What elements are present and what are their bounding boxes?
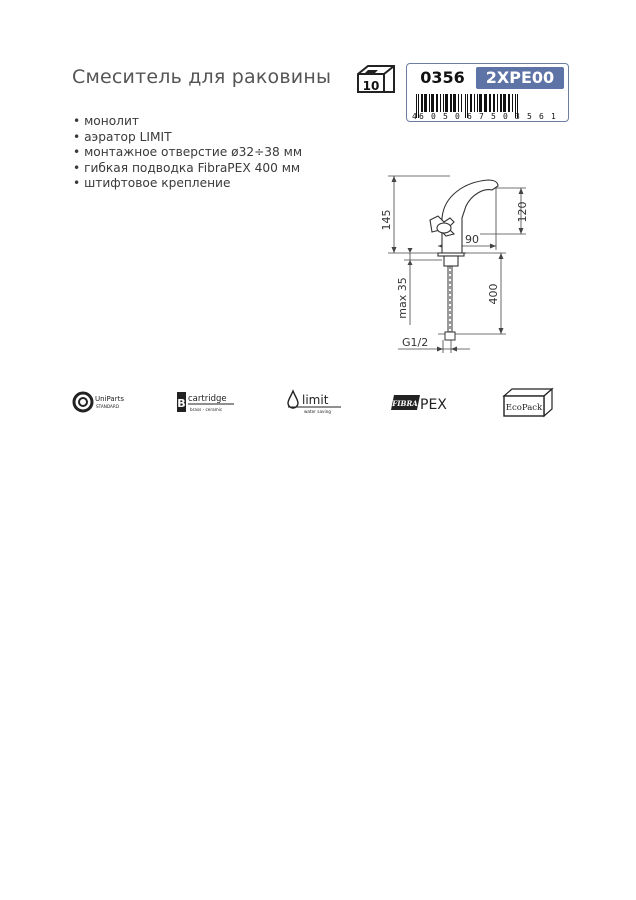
barcode-digit: 6 (539, 112, 544, 120)
barcode-bar (461, 94, 462, 112)
barcode-bar (477, 94, 478, 112)
barcode-digit: 6 (467, 112, 472, 120)
feature-item: • монолит (73, 114, 302, 130)
dim-thread: G1/2 (402, 336, 429, 349)
barcode-bar (489, 94, 491, 112)
article-code-box (406, 63, 569, 122)
package-box-icon (354, 62, 398, 96)
fibra-suffix: PEX (420, 397, 447, 413)
package-count: 10 (362, 79, 380, 93)
feature-item: • гибкая подводка FibraPEX 400 мм (73, 161, 302, 177)
limit-sub: water saving (304, 409, 331, 414)
barcode-digit: 5 (491, 112, 496, 120)
barcode-digit: 3 (515, 112, 520, 120)
barcode-bar (424, 94, 427, 112)
barcode-digit: 0 (431, 112, 436, 120)
barcode-bar (450, 94, 452, 112)
dim-height-spout: 120 (516, 201, 529, 223)
feature-item: • аэратор LIMIT (73, 130, 302, 146)
dim-hose-length: 400 (487, 283, 500, 305)
barcode-bar (443, 94, 444, 112)
barcode-digit: 0 (503, 112, 508, 120)
barcode-bar (500, 94, 502, 112)
barcode-bar (512, 94, 513, 112)
ecopack-name: EcoPack (505, 403, 543, 413)
barcode-digit: 1 (551, 112, 556, 120)
article-code-suffix: 2XPE00 (476, 67, 564, 89)
barcode-bar (436, 94, 438, 112)
fibrapex-logo (390, 386, 454, 418)
article-code-prefix: 0356 (420, 68, 465, 87)
barcode-bar (465, 94, 466, 118)
barcode-bar (497, 94, 498, 112)
ecopack-logo (502, 386, 554, 418)
cartridge-name: cartridge (188, 394, 227, 404)
dim-max-thickness: max 35 (396, 277, 409, 319)
barcode-bar (493, 94, 495, 112)
fibra-prefix: FIBRA (392, 399, 418, 408)
barcode-digit: 7 (479, 112, 484, 120)
product-title: Смеситель для раковины (72, 66, 332, 88)
barcode-digit: 5 (527, 112, 532, 120)
feature-logos (0, 386, 636, 420)
barcode-bar (421, 94, 423, 112)
limit-name: limit (302, 393, 329, 407)
feature-list (73, 114, 302, 192)
barcode (411, 93, 565, 120)
barcode-bar (484, 94, 487, 112)
cartridge-logo (176, 386, 238, 418)
dim-height-total: 145 (380, 209, 393, 231)
barcode-digit: 5 (443, 112, 448, 120)
barcode-bar (453, 94, 456, 112)
limit-logo (286, 386, 344, 418)
barcode-bar (508, 94, 510, 112)
barcode-bar (445, 94, 448, 112)
feature-item: • монтажное отверстие ø32÷38 мм (73, 145, 302, 161)
uniparts-name: UniParts (95, 395, 124, 403)
uniparts-logo (72, 386, 130, 418)
feature-item: • штифтовое крепление (73, 176, 302, 192)
barcode-bar (431, 94, 434, 112)
barcode-bar (458, 94, 459, 112)
uniparts-sub: STANDARD (96, 404, 120, 409)
barcode-bar (440, 94, 441, 112)
barcode-bar (503, 94, 506, 112)
barcode-bar (474, 94, 475, 112)
faucet-dimension-drawing (380, 160, 540, 360)
barcode-digit: 0 (455, 112, 460, 120)
barcode-digit: 6 (419, 112, 424, 120)
barcode-digit: 4 (412, 112, 417, 120)
barcode-bar (470, 94, 472, 112)
dim-reach: 90 (465, 233, 479, 246)
barcode-digits (412, 112, 556, 120)
barcode-bar (479, 94, 482, 112)
cartridge-sub: brass - ceramic (190, 407, 223, 412)
cartridge-letter: B (177, 397, 186, 410)
barcode-bar (429, 94, 430, 112)
